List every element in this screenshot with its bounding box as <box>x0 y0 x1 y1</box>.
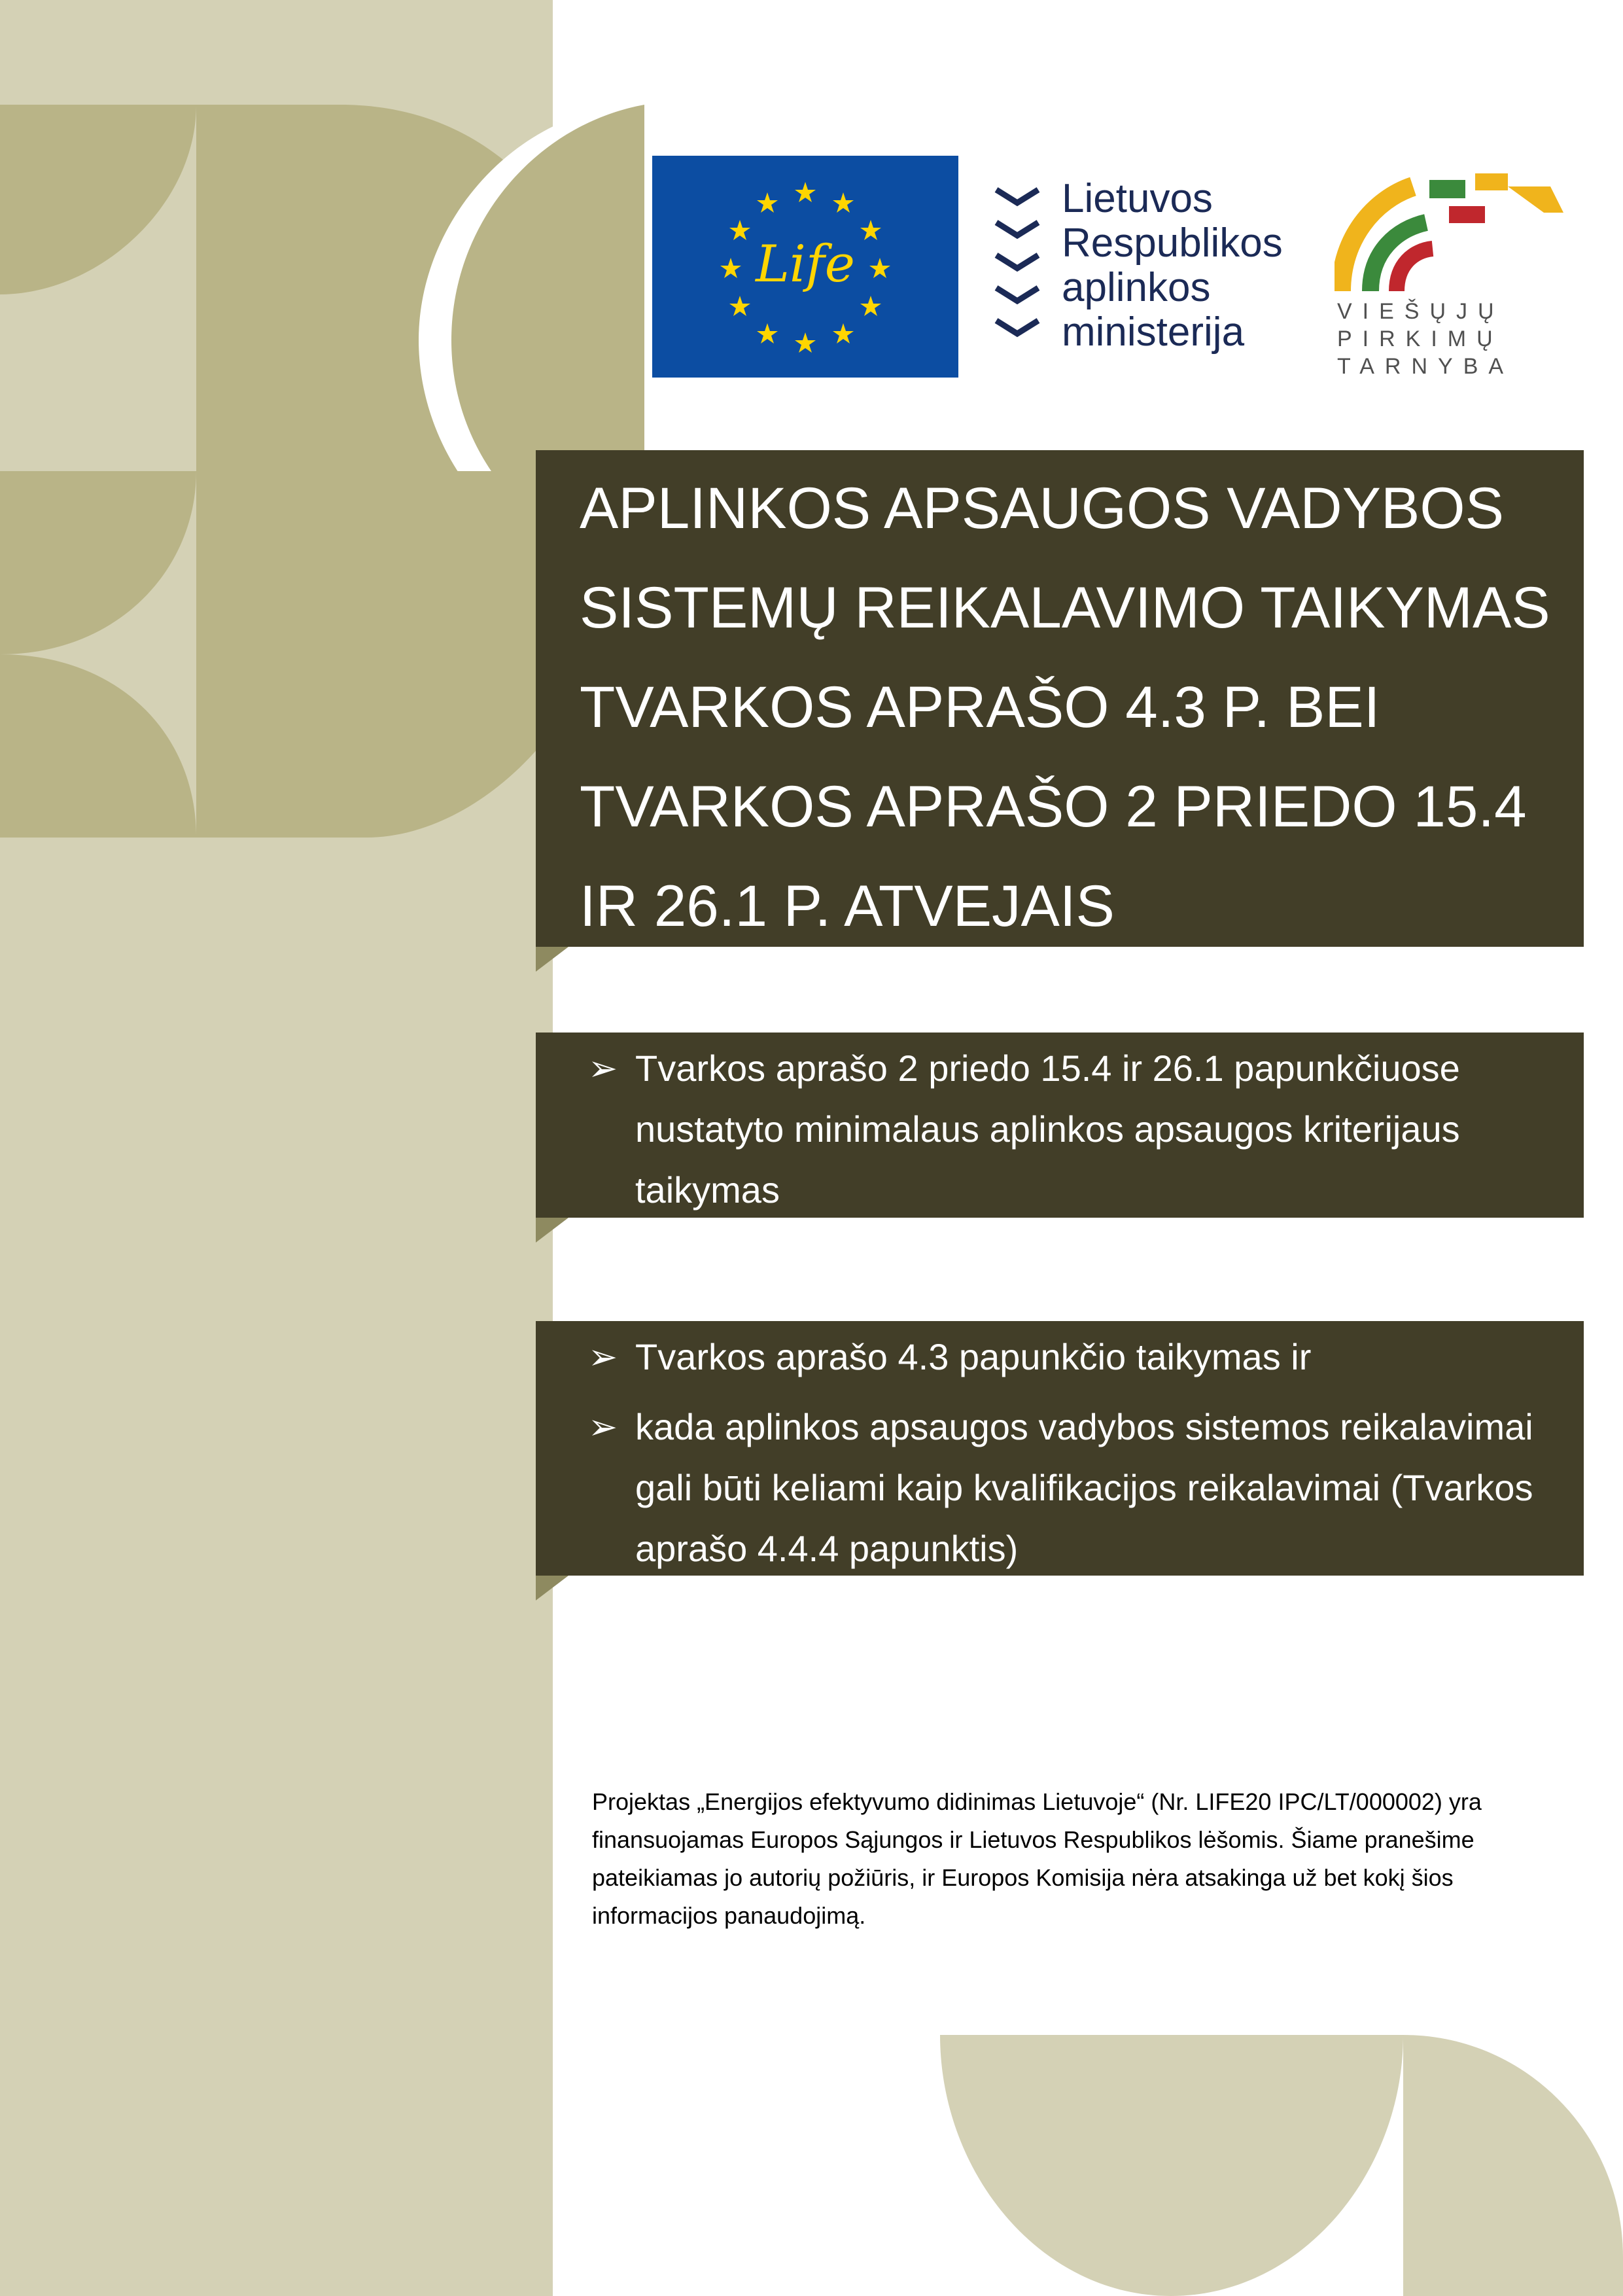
section-2-list <box>588 1326 1569 1579</box>
title-box-fold <box>536 947 568 972</box>
ministry-mark-icon <box>991 183 1043 353</box>
section-2-box <box>536 1321 1584 1576</box>
arrow-bullet-icon: ➢ <box>588 1048 618 1089</box>
ministry-logo <box>991 177 1331 366</box>
vpt-arc-icon <box>1335 167 1570 298</box>
ministry-line-3: aplinkos <box>1062 265 1211 310</box>
section-2-box-fold <box>536 1576 568 1600</box>
vpt-line-3: TARNYBA <box>1337 354 1514 379</box>
vpt-logo-text <box>1337 298 1514 380</box>
eu-life-logo-text: Life <box>756 235 855 294</box>
eu-life-logo-icon <box>652 156 958 378</box>
arrow-bullet-icon: ➢ <box>588 1336 618 1377</box>
arrow-bullet-icon: ➢ <box>588 1406 618 1447</box>
funding-disclaimer: Projektas „Energijos efektyvumo didinimas Lietuvoje“ (Nr. LIFE20 IPC/LT/000002) yra finansuojamas Europos Sąjungos ir Lietuvos Respublikos lėšomis. Šiame pranešime pateikiamas jo autorių požiūris, ir Europos Komisija nėra atsakinga už bet kokį šios informacijos panaudojimą. <box>592 1788 1482 1929</box>
list-item-text: Tvarkos aprašo 4.3 papunkčio taikymas ir <box>635 1336 1312 1377</box>
list-item-text: kada aplinkos apsaugos vadybos sistemos reikalavimai gali būti keliami kaip kvalifikacijos reikalavimai (Tvarkos aprašo 4.4.4 papunktis) <box>635 1406 1533 1569</box>
vpt-logo <box>1335 167 1570 379</box>
list-item-text: Tvarkos aprašo 2 priedo 15.4 ir 26.1 papunkčiuose nustatyto minimalaus aplinkos apsaugos kriterijaus taikymas <box>635 1048 1460 1210</box>
section-1-list <box>588 1038 1569 1220</box>
section-1-box-fold <box>536 1218 568 1243</box>
ministry-logo-text <box>1062 177 1283 355</box>
title-box <box>536 450 1584 947</box>
vpt-line-2: PIRKIMŲ <box>1337 327 1503 351</box>
section-1-box <box>536 1033 1584 1218</box>
eu-life-logo <box>652 156 958 378</box>
ministry-line-1: Lietuvos <box>1062 176 1213 221</box>
vpt-line-1: VIEŠŲJŲ <box>1337 299 1505 324</box>
list-item <box>588 1396 1569 1579</box>
list-item <box>588 1326 1569 1387</box>
ministry-line-4: ministerija <box>1062 309 1245 355</box>
page-title: APLINKOS APSAUGOS VADYBOS SISTEMŲ REIKALAVIMO TAIKYMAS TVARKOS APRAŠO 4.3 P. BEI TVARKOS APRAŠO 2 PRIEDO 15.4 IR 26.1 P. ATVEJAIS <box>580 475 1550 938</box>
list-item <box>588 1038 1569 1220</box>
ministry-line-2: Respublikos <box>1062 221 1283 266</box>
